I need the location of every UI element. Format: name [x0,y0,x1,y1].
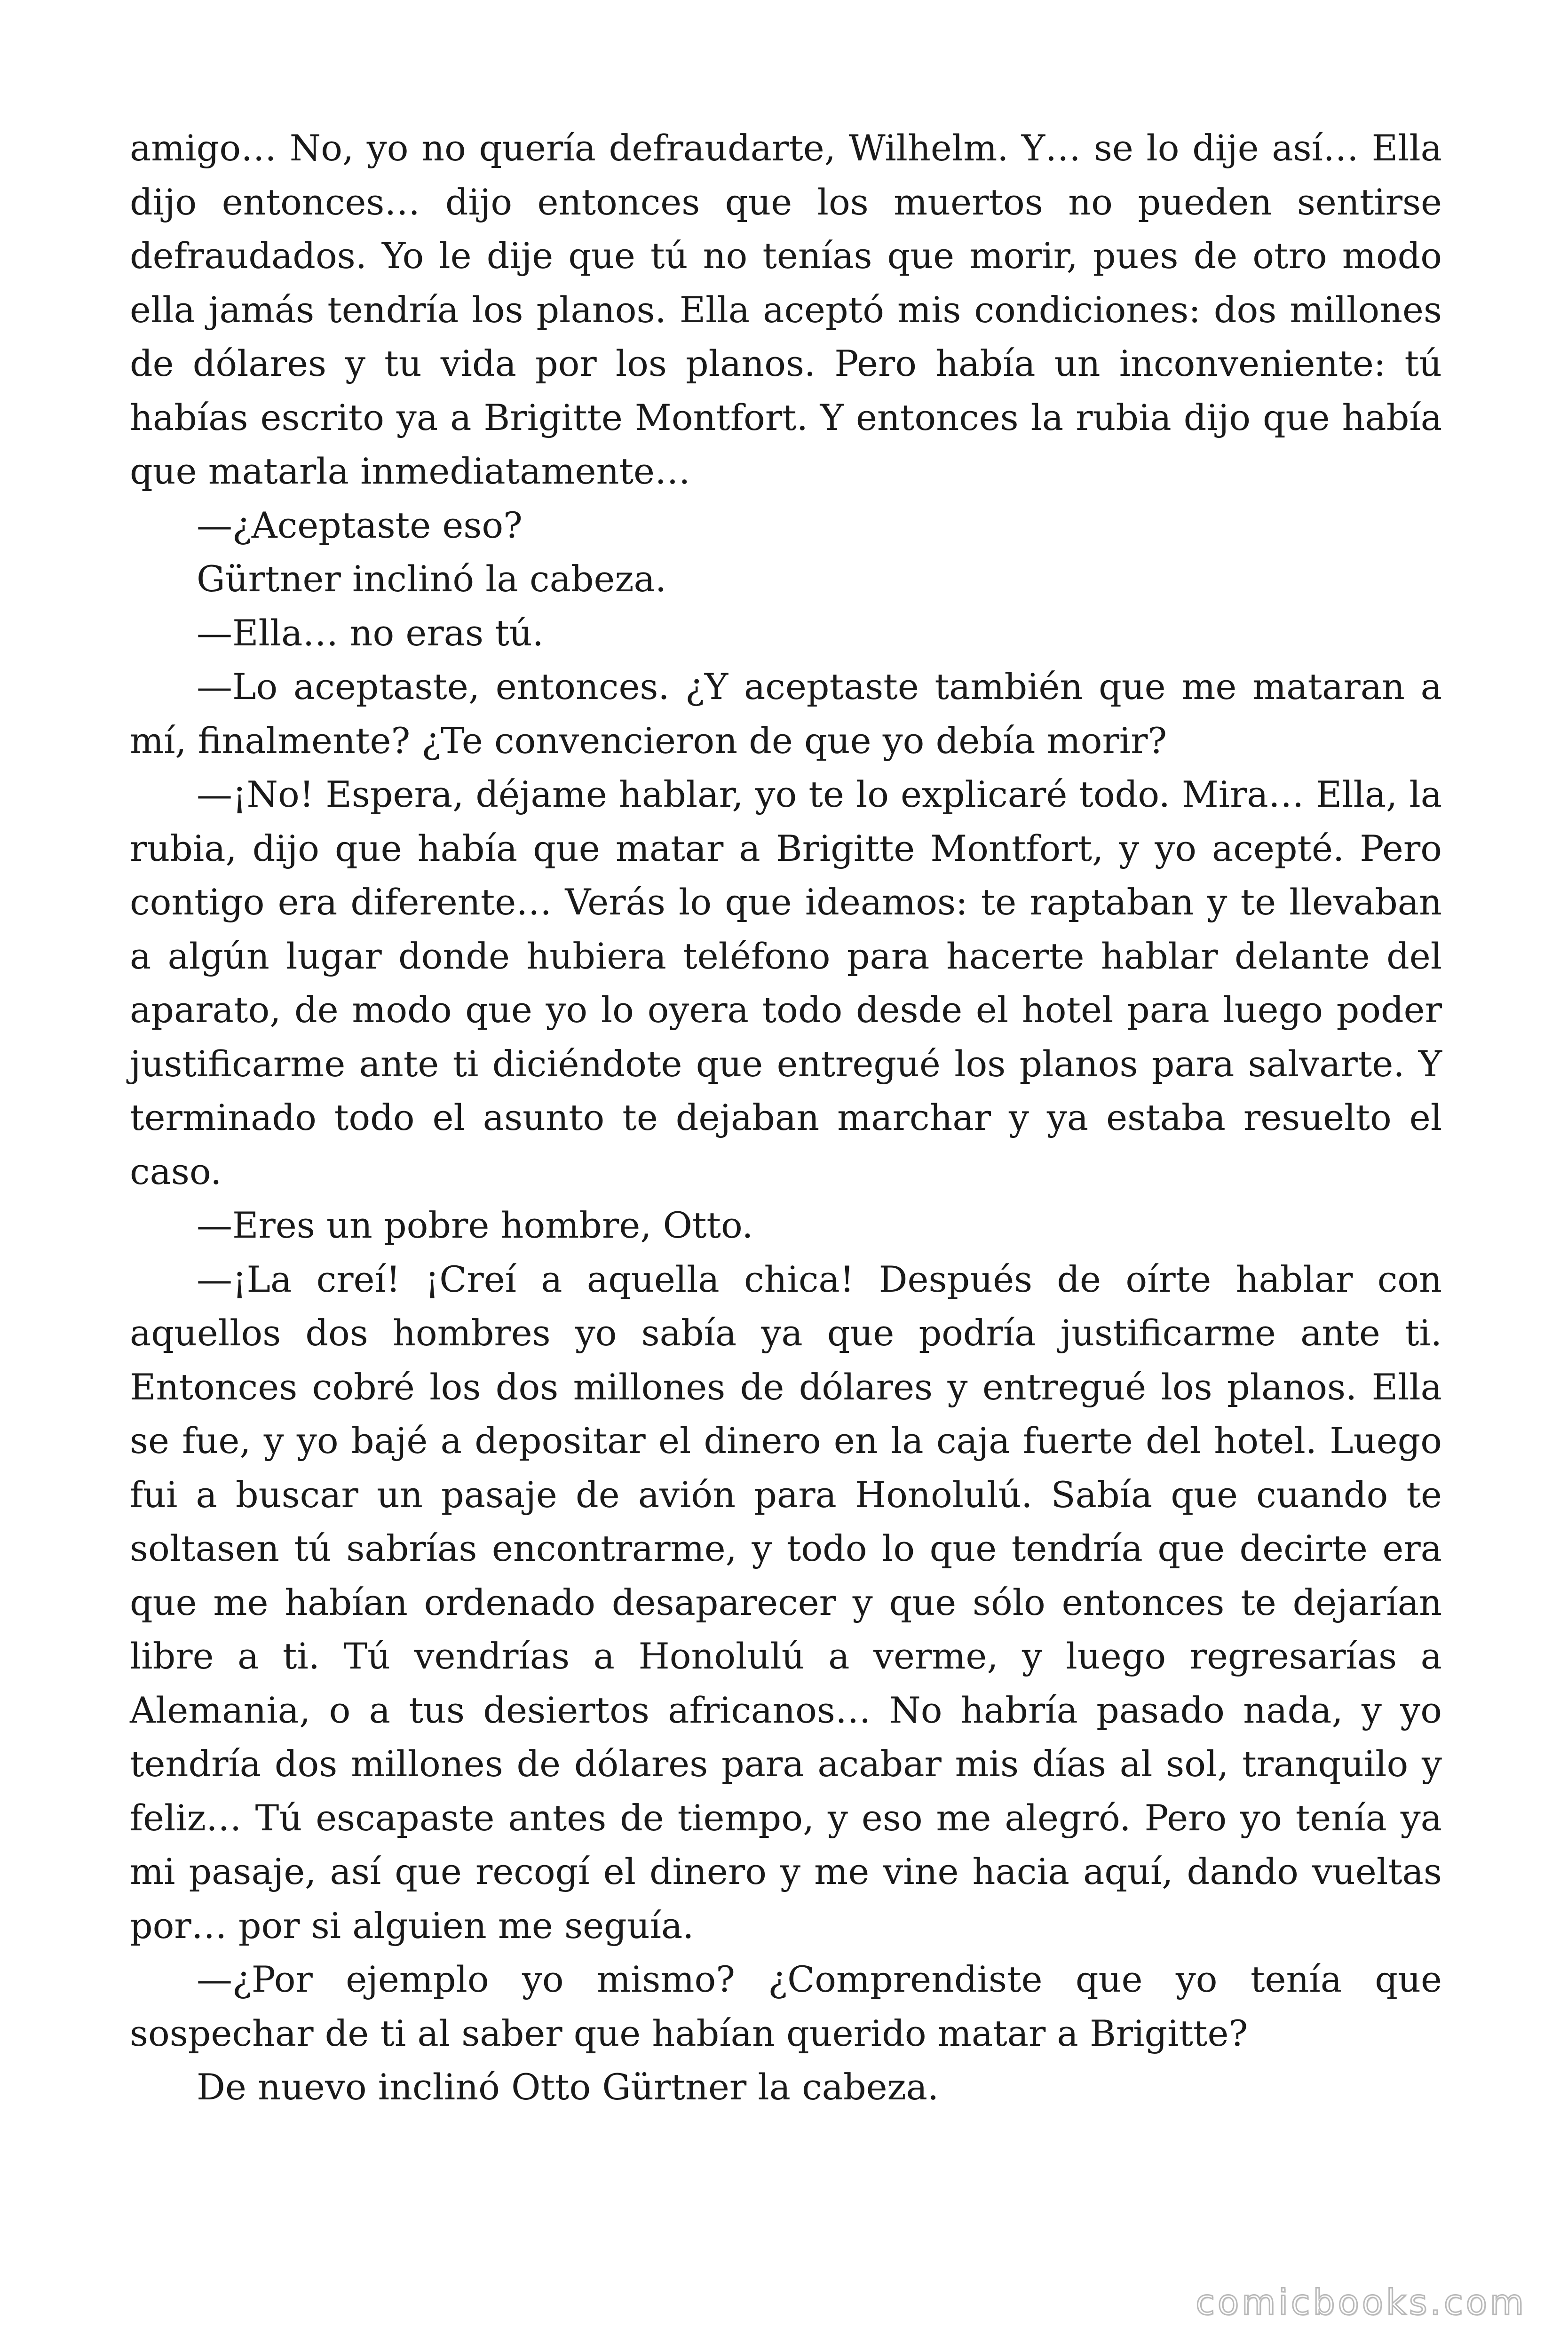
paragraph: Gürtner inclinó la cabeza. [197,558,667,600]
paragraph: amigo… No, yo no quería defraudarte, Wilhelm. Y… se lo dije así… Ella dijo entonces… dijo entonces que los muertos no pueden sentirse defraudados. Yo le dije que tú no tenías que morir, pues de otro modo ella jamás tendría los planos. Ella aceptó mis condiciones: dos millones de dólares y tu vida por los planos. Pero había un inconveniente: tú habías escrito ya a Brigitte Montfort. Y entonces la rubia dijo que había que matarla inmediatamente… [130,127,1442,492]
paragraph: —Eres un pobre hombre, Otto. [197,1204,753,1246]
paragraph: —¡No! Espera, déjame hablar, yo te lo explicaré todo. Mira… Ella, la rubia, dijo que había que matar a Brigitte Montfort, y yo acepté. Pero contigo era diferente… Verás lo que ideamos: te raptaban y te llevaban a algún lugar donde hubiera teléfono para hacerte hablar delante del aparato, de modo que yo lo oyera todo desde el hotel para luego poder justificarme ante ti diciéndote que entregué los planos para salvarte. Y terminado todo el asunto te dejaban marchar y ya estaba resuelto el caso. [130,773,1442,1192]
paragraph: —Ella… no eras tú. [197,612,544,654]
paragraph: —Lo aceptaste, entonces. ¿Y aceptaste también que me mataran a mí, finalmente? ¿Te convencieron de que yo debía morir? [130,666,1442,762]
paragraph: De nuevo inclinó Otto Gürtner la cabeza. [197,2066,939,2108]
paragraph: —¡La creí! ¡Creí a aquella chica! Después de oírte hablar con aquellos dos hombres yo sabía ya que podría justificarme ante ti. Entonces cobré los dos millones de dólares y entregué los planos. Ella se fue, y yo bajé a depositar el dinero en la caja fuerte del hotel. Luego fui a buscar un pasaje de avión para Honolulú. Sabía que cuando te soltasen tú sabrías encontrarme, y todo lo que tendría que decirte era que me habían ordenado desaparecer y que sólo entonces te dejarían libre a ti. Tú vendrías a Honolulú a verme, y luego regresarías a Alemania, o a tus desiertos africanos… No habría pasado nada, y yo tendría dos millones de dólares para acabar mis días al sol, tranquilo y feliz… Tú escapaste antes de tiempo, y eso me alegró. Pero yo tenía ya mi pasaje, así que recogí el dinero y me vine hacia aquí, dando vueltas por… por si alguien me seguía. [130,1258,1442,1947]
page-text [130,121,1442,2114]
watermark: comicbooks.com [1196,2282,1527,2323]
paragraph: —¿Aceptaste eso? [197,504,523,546]
paragraph: —¿Por ejemplo yo mismo? ¿Comprendiste que yo tenía que sospechar de ti al saber que habían querido matar a Brigitte? [130,1958,1442,2054]
